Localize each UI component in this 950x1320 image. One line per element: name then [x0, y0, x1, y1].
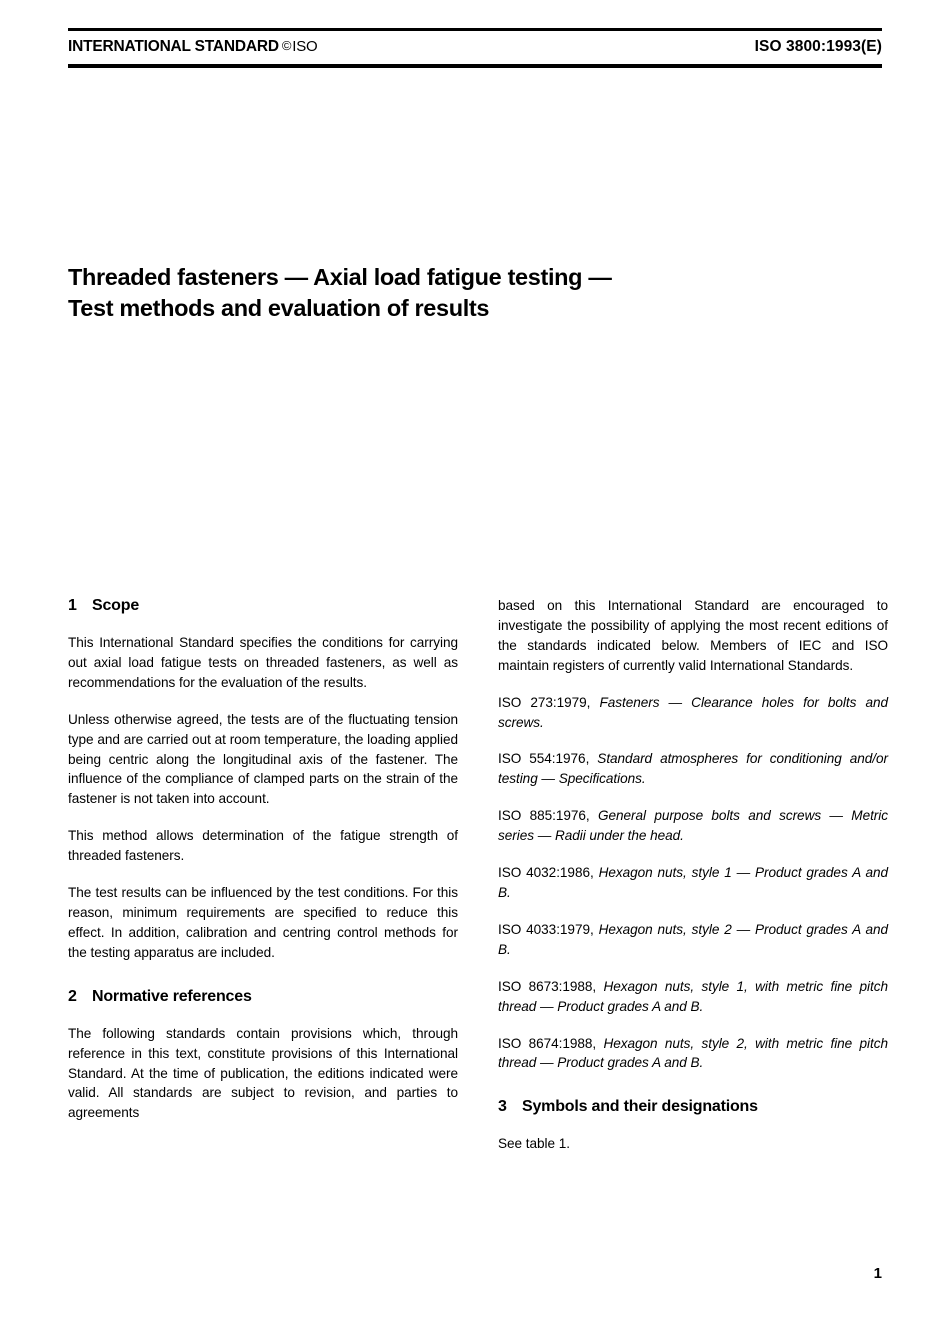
reference-designation: ISO 8673:1988, [498, 978, 604, 994]
reference-designation: ISO 273:1979, [498, 694, 600, 710]
scope-paragraph-4: The test results can be influenced by the test conditions. For this reason, minimum requirements are specified to reduce this effect. In addition, calibration and centring control methods for the testing apparatus are included. [68, 885, 458, 960]
reference-designation: ISO 885:1976, [498, 808, 598, 824]
section-heading-normative-references [68, 987, 458, 1007]
reference-title: Standard atmospheres for conditioning and/or testing — Specifications. [498, 751, 889, 787]
left-column [68, 596, 458, 1123]
section-number-1: 1 [68, 597, 77, 614]
header-organization: ISO [292, 38, 318, 55]
copyright-icon: © [281, 38, 292, 53]
reference-title: Hexagon nuts, style 1, with metric fine pitch thread — Product grades A and B. [498, 978, 888, 1014]
normative-references-intro-right: based on this International Standard are encouraged to investigate the possibility of applying the most recent editions of the standards indicated below. Members of IEC and ISO maintain registers of currently valid International Standards. [498, 598, 888, 673]
page-title [68, 262, 868, 324]
section-spacer [68, 980, 458, 987]
section-number-2: 2 [68, 987, 77, 1005]
reference-item [498, 806, 888, 846]
normative-references-intro-left: The following standards contain provisions which, through reference in this text, constitute provisions of this International Standard. At the time of publication, the editions indicated were valid. All standards are subject to revision, and parties to agreements [68, 1025, 458, 1121]
reference-designation: ISO 554:1976, [498, 751, 598, 767]
page-title-line-2: Test methods and evaluation of results [68, 295, 490, 321]
scope-paragraph-3: This method allows determination of the fatigue strength of threaded fasteners. [68, 828, 458, 864]
reference-item [498, 749, 888, 789]
reference-title: Hexagon nuts, style 2 — Product grades A and B. [498, 921, 888, 957]
section-title-scope: Scope [92, 597, 140, 614]
header-rule-bottom [68, 64, 882, 68]
reference-item [498, 920, 888, 960]
section-heading-symbols [498, 1097, 888, 1117]
right-column [498, 596, 888, 1154]
reference-item [498, 863, 888, 903]
reference-designation: ISO 4032:1986, [498, 865, 599, 881]
section-title-symbols: Symbols and their designations [522, 1098, 758, 1116]
reference-title: Hexagon nuts, style 2, with metric fine pitch thread — Product grades A and B. [498, 1035, 888, 1071]
page-header [68, 28, 882, 68]
body-columns [68, 596, 888, 1196]
reference-item [498, 1034, 888, 1074]
header-standard-reference: ISO 3800:1993(E) [754, 38, 882, 55]
section-heading-scope [68, 596, 458, 616]
header-standard-label [68, 38, 318, 56]
scope-paragraph-1: This International Standard specifies the conditions for carrying out axial load fatigue tests on threaded fasteners, as well as recommendations for the evaluation of the results. [68, 635, 458, 690]
reference-title: Fasteners — Clearance holes for bolts and screws. [498, 694, 888, 730]
header-row [68, 31, 882, 64]
section-title-normative-references: Normative references [92, 987, 252, 1005]
standard-label-text: INTERNATIONAL STANDARD [68, 38, 279, 55]
page-title-line-1: Threaded fasteners — Axial load fatigue testing — [68, 264, 612, 290]
reference-designation: ISO 8674:1988, [498, 1035, 604, 1051]
reference-item [498, 977, 888, 1017]
page-number: 1 [873, 1265, 882, 1282]
scope-paragraph-2: Unless otherwise agreed, the tests are of the fluctuating tension type and are carried out at room temperature, the loading applied being centric along the longitudinal axis of the fastener. The influence of the compliance of clamped parts on the strain of the fastener is not taken into account. [68, 711, 458, 807]
reference-designation: ISO 4033:1979, [498, 921, 599, 937]
reference-item [498, 693, 888, 733]
reference-title: General purpose bolts and screws — Metric series — Radii under the head. [498, 808, 888, 844]
reference-title: Hexagon nuts, style 1 — Product grades A and B. [498, 865, 888, 900]
symbols-paragraph: See table 1. [498, 1136, 570, 1152]
section-number-3: 3 [498, 1098, 507, 1116]
section-spacer [498, 1090, 888, 1097]
